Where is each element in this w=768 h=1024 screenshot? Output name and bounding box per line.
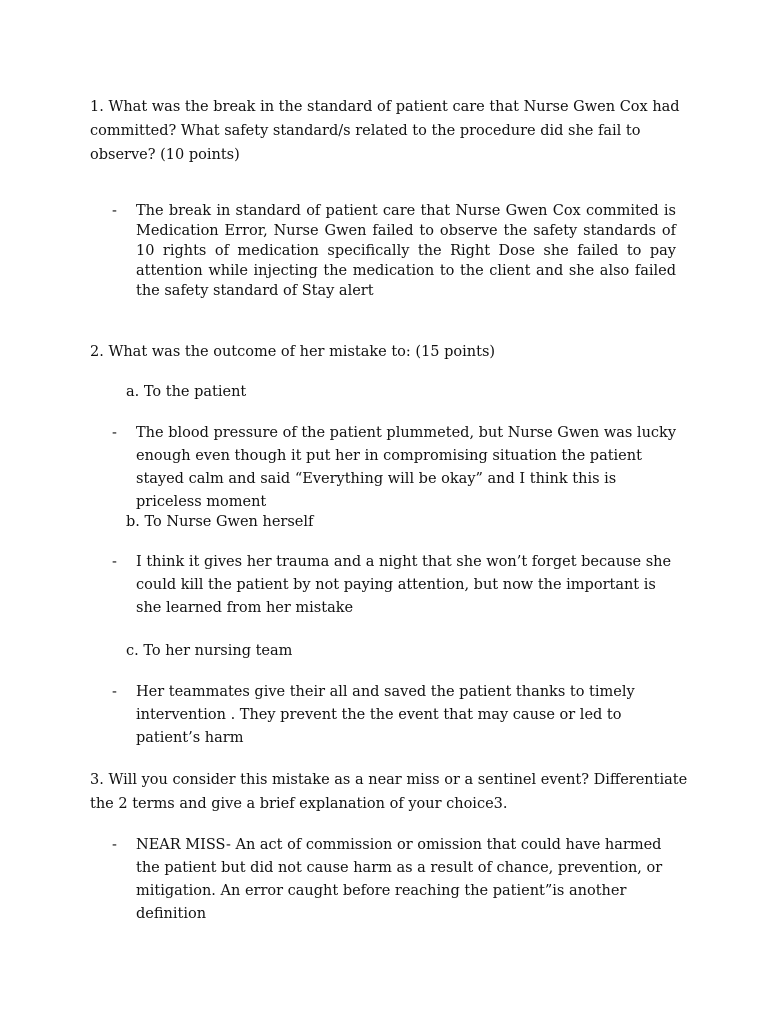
question-2: 2. What was the outcome of her mistake to: (15 points) xyxy=(90,344,496,360)
question-2b-label: b. To Nurse Gwen herself xyxy=(126,514,314,530)
answer-2b: I think it gives her trauma and a night that she won’t forget because she could kill the patient by not paying attention, but now the important is she learned from her mistake xyxy=(136,554,672,616)
question-2c-label: c. To her nursing team xyxy=(126,643,293,659)
bullet-dash: - xyxy=(112,554,117,570)
bullet-dash: - xyxy=(112,203,117,219)
question-2a-label: a. To the patient xyxy=(126,384,247,400)
bullet-dash: - xyxy=(112,684,117,700)
question-1: 1. What was the break in the standard of patient care that Nurse Gwen Cox had committed? What safety standard/s related to the procedure did she fail to observe? (10 points) xyxy=(90,99,680,163)
answer-2c: Her teammates give their all and saved the patient thanks to timely intervention . They prevent the the event that may cause or led to patient’s harm xyxy=(136,684,635,746)
answer-2a: The blood pressure of the patient plummeted, but Nurse Gwen was lucky enough even though it put her in compromising situation the patient stayed calm and said “Everything will be okay” and I think this is priceless moment xyxy=(136,425,677,510)
question-3: 3. Will you consider this mistake as a near miss or a sentinel event? Differentiate the 2 terms and give a brief explanation of your choice3. xyxy=(90,772,688,812)
bullet-dash: - xyxy=(112,837,117,853)
bullet-dash: - xyxy=(112,425,117,441)
answer-3: NEAR MISS- An act of commission or omission that could have harmed the patient but did not cause harm as a result of chance, prevention, or mitigation. An error caught before reaching the patient”is another definition xyxy=(136,837,663,922)
answer-1: The break in standard of patient care that Nurse Gwen Cox commited is Medication Error, Nurse Gwen failed to observe the safety standards of 10 rights of medication specifically the Right Dose she failed to pay attention while injecting the medication to the client and she also failed the safety standard of Stay alert xyxy=(136,203,676,299)
